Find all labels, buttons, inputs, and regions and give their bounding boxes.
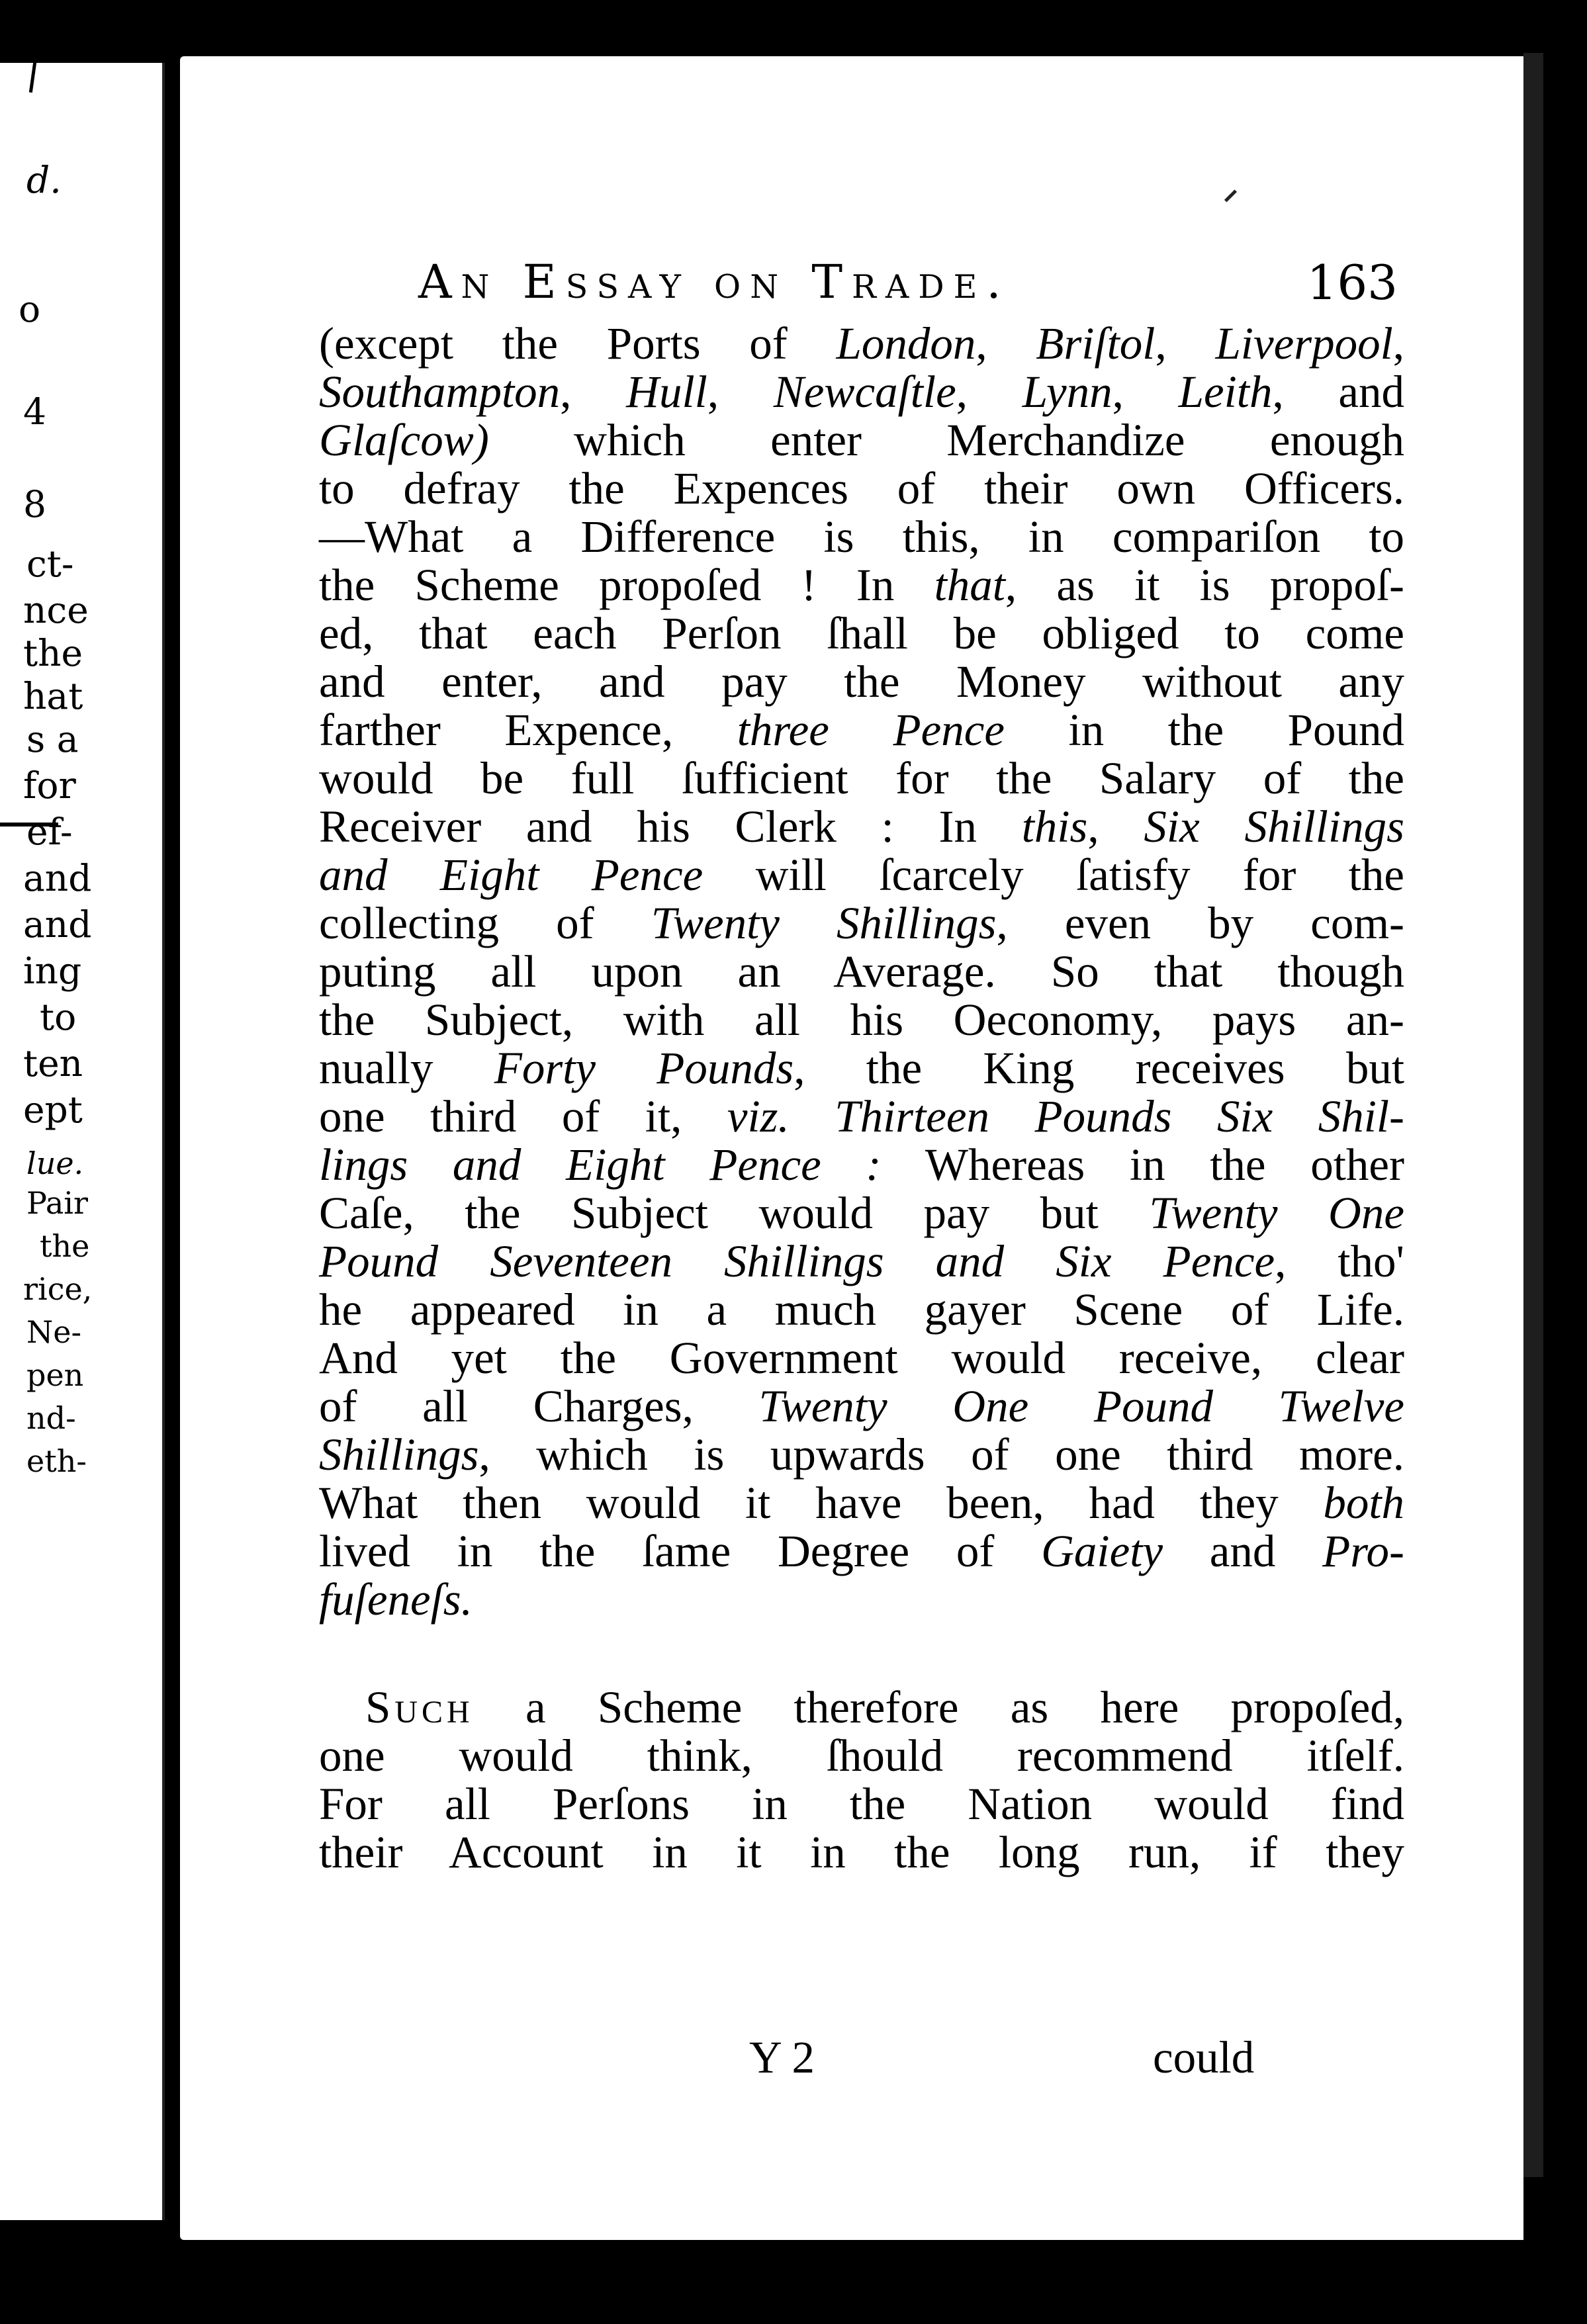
- text-segment: ,: [1087, 801, 1144, 852]
- italic-text: both: [1323, 1478, 1404, 1528]
- text-line: [319, 1479, 1404, 1527]
- italic-text: Twenty One: [1149, 1188, 1404, 1238]
- italic-text: Lynn: [1022, 367, 1112, 417]
- text-line: [319, 1189, 1404, 1237]
- signature-mark: Y 2: [749, 2032, 815, 2082]
- italic-text: Briſtol: [1036, 318, 1156, 369]
- text-segment: ,: [1155, 318, 1216, 369]
- left-fragment: rice,: [23, 1271, 93, 1307]
- left-fragment: Pair: [26, 1185, 89, 1221]
- text-segment: ,: [975, 318, 1036, 369]
- text-line: [319, 320, 1404, 368]
- left-fragment: the: [40, 1228, 90, 1264]
- text-line: [319, 803, 1404, 851]
- italic-text: that: [934, 560, 1005, 610]
- paragraph-gap: [319, 1624, 1404, 1683]
- italic-text: London: [836, 318, 976, 369]
- left-facing-page: [0, 63, 165, 2220]
- left-fragment: 8: [23, 483, 46, 525]
- left-fragment: d.: [26, 159, 62, 201]
- text-segment: one third of it,: [319, 1091, 727, 1141]
- text-segment: the Scheme propoſed ! In: [319, 560, 934, 610]
- text-segment: ,: [1112, 367, 1179, 417]
- text-line: [319, 1780, 1404, 1828]
- text-line: [319, 1828, 1404, 1877]
- text-segment: , the King receives but: [794, 1043, 1405, 1093]
- text-line: [319, 1093, 1404, 1141]
- running-head: [418, 255, 1398, 309]
- text-segment: will ſcarcely ſatisfy for the: [703, 850, 1404, 900]
- left-fragment: eth-: [26, 1443, 87, 1479]
- text-line: [319, 996, 1404, 1044]
- italic-text: three Pence: [737, 705, 1005, 755]
- italic-text: Forty Pounds: [494, 1043, 794, 1093]
- text-line: [319, 1732, 1404, 1780]
- italic-text: Pro-: [1322, 1526, 1404, 1576]
- text-segment: the Subject, with all his Oeconomy, pays an-: [319, 995, 1404, 1045]
- text-segment: to defray the Expences of their own Officers.: [319, 463, 1404, 514]
- text-line: [319, 754, 1404, 803]
- text-segment: farther Expence,: [319, 705, 737, 755]
- text-line: [319, 1431, 1404, 1479]
- text-segment: and enter, and pay the Money without any: [319, 656, 1404, 707]
- text-line: [319, 1334, 1404, 1382]
- text-line: [319, 658, 1404, 706]
- text-segment: ed, that each Perſon ſhall be obliged to come: [319, 608, 1404, 658]
- text-segment: , tho': [1275, 1236, 1404, 1286]
- left-fragment: ct-: [26, 543, 74, 585]
- left-fragment: nce: [23, 589, 89, 631]
- text-line: [319, 1527, 1404, 1576]
- text-segment: And yet the Government would receive, clear: [319, 1333, 1404, 1383]
- italic-text: viz.: [727, 1091, 790, 1141]
- text-segment: and: [1162, 1526, 1323, 1576]
- text-segment: of all Charges,: [319, 1381, 759, 1431]
- text-segment: a Scheme therefore as here propoſed,: [473, 1682, 1404, 1732]
- text-line: [319, 1683, 1404, 1732]
- italic-text: and Eight Pence: [319, 850, 703, 900]
- text-segment: puting all upon an Average. So that though: [319, 946, 1404, 997]
- text-segment: collecting of: [319, 898, 651, 948]
- text-line: [319, 851, 1404, 899]
- text-segment: would be full ſufficient for the Salary of the: [319, 753, 1404, 803]
- left-fragment: the: [23, 632, 83, 674]
- italic-text: Newcaſtle: [773, 367, 956, 417]
- text-line: [319, 1237, 1404, 1286]
- text-segment: he appeared in a much gayer Scene of Life.: [319, 1284, 1404, 1335]
- text-line: [319, 1576, 1404, 1624]
- left-fragment: ing: [23, 950, 82, 992]
- text-line: [319, 948, 1404, 996]
- text-segment: one would think, ſhould recommend itſelf.: [319, 1730, 1404, 1781]
- left-fragment: to: [40, 996, 77, 1038]
- text-line: [319, 1382, 1404, 1431]
- text-segment: which enter Merchandize enough: [488, 415, 1404, 465]
- left-fragment: and: [23, 857, 92, 899]
- italic-text: Pound Seventeen Shillings and Six Pence: [319, 1236, 1275, 1286]
- italic-text: Southampton: [319, 367, 561, 417]
- page-marker: [29, 63, 38, 93]
- text-segment: , and: [1272, 367, 1405, 417]
- text-line: [319, 609, 1404, 658]
- text-segment: —What a Difference is this, in compariſon to: [319, 512, 1404, 562]
- italic-text: Liverpool: [1215, 318, 1393, 369]
- text-line: [319, 706, 1404, 754]
- text-segment: Receiver and his Clerk : In: [319, 801, 1022, 852]
- page-edge-shadow: [1523, 53, 1543, 2177]
- body-text: [319, 320, 1404, 1877]
- text-line: [319, 416, 1404, 465]
- left-fragment: for: [23, 764, 76, 807]
- running-title: An Essay on Trade.: [418, 255, 1011, 309]
- italic-text: lings and Eight Pence :: [319, 1140, 882, 1190]
- italic-text: Six Shillings: [1144, 801, 1404, 852]
- left-fragment: pen: [26, 1357, 84, 1393]
- left-fragment: o: [19, 288, 41, 330]
- left-fragment: lue.: [26, 1145, 84, 1181]
- italic-text: Glaſcow): [319, 415, 489, 465]
- italic-text: Gaiety: [1041, 1526, 1163, 1576]
- text-line: [319, 368, 1404, 416]
- left-fragment: hat: [23, 675, 83, 717]
- page-number: 163: [1306, 255, 1398, 310]
- italic-text: Twenty One Pound Twelve: [758, 1381, 1404, 1431]
- left-fragment: 4: [23, 390, 46, 433]
- text-segment: ,: [707, 367, 774, 417]
- italic-text: fuſeneſs.: [319, 1574, 473, 1625]
- left-fragment: s a: [26, 718, 79, 760]
- text-segment: lived in the ſame Degree of: [319, 1526, 1042, 1576]
- small-caps-text: Such: [365, 1682, 474, 1732]
- text-line: [319, 1141, 1404, 1189]
- text-segment: , even by com-: [996, 898, 1404, 948]
- text-line: [319, 899, 1404, 948]
- text-segment: [790, 1091, 835, 1141]
- text-line: [319, 513, 1404, 561]
- left-fragment: and: [23, 903, 92, 946]
- text-line: [319, 561, 1404, 609]
- text-segment: ,: [1392, 318, 1405, 369]
- text-line: [319, 1286, 1404, 1334]
- text-segment: nually: [319, 1043, 494, 1093]
- left-fragment: nd-: [26, 1400, 76, 1436]
- text-segment: (except the Ports of: [319, 318, 837, 369]
- text-line: [319, 465, 1404, 513]
- left-fragment: Ne-: [26, 1314, 82, 1350]
- text-segment: , which is upwards of one third more.: [478, 1429, 1404, 1480]
- text-segment: Caſe, the Subject would pay but: [319, 1188, 1150, 1238]
- book-page: [180, 56, 1523, 2240]
- text-segment: ,: [956, 367, 1022, 417]
- text-segment: Whereas in the other: [881, 1140, 1405, 1190]
- left-fragment: ten: [23, 1042, 83, 1085]
- italic-text: Hull: [626, 367, 707, 417]
- italic-text: Twenty Shillings: [651, 898, 997, 948]
- text-segment: in the Pound: [1005, 705, 1404, 755]
- text-segment: , as it is propoſ-: [1005, 560, 1405, 610]
- italic-text: this: [1021, 801, 1088, 852]
- corner-mark: [1224, 189, 1237, 202]
- text-segment: What then would it have been, had they: [319, 1478, 1324, 1528]
- left-fragment: ept: [23, 1089, 83, 1131]
- text-segment: their Account in it in the long run, if they: [319, 1827, 1404, 1877]
- italic-text: Thirteen Pounds Six Shil-: [835, 1091, 1405, 1141]
- text-line: [319, 1044, 1404, 1093]
- left-fragment: ef-: [26, 811, 73, 853]
- text-segment: For all Perſons in the Nation would find: [319, 1779, 1404, 1829]
- italic-text: Shillings: [319, 1429, 479, 1480]
- text-segment: ,: [560, 367, 627, 417]
- italic-text: Leith: [1178, 367, 1273, 417]
- catchword: could: [1153, 2032, 1255, 2082]
